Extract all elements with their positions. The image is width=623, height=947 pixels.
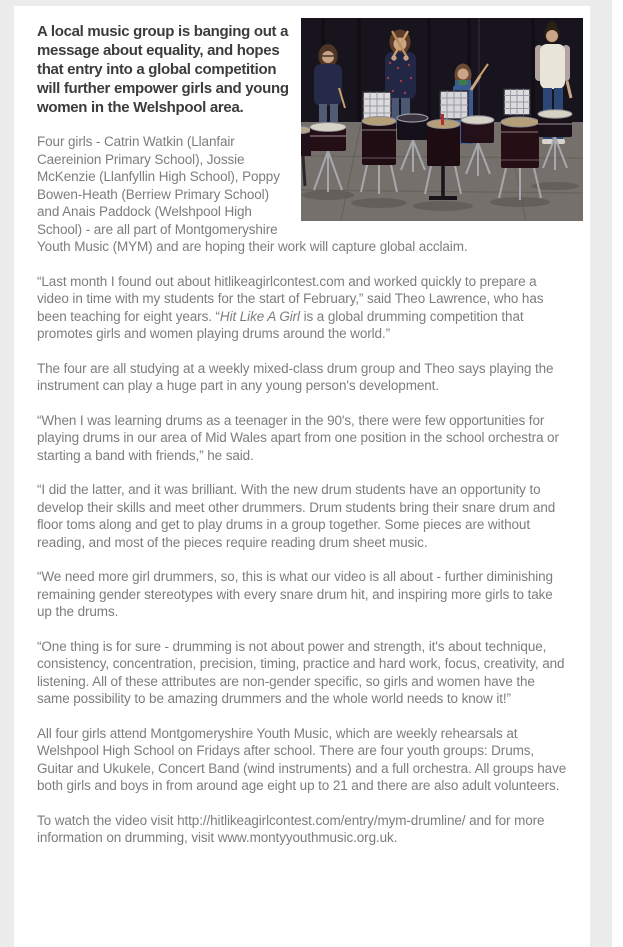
page-edge-strip <box>612 0 623 947</box>
text-segment: “One thing is for sure - drumming is not about power and strength, it's about technique, consistency, concentration, precision, timing, practice and hard work, focus, creativity, and listening. All of these attributes are non-gender specific, so girls and women have the same possibility to be amazing drummers and the whole world needs to know it!” <box>37 638 565 706</box>
article-paragraph <box>37 481 567 551</box>
text-segment: . <box>393 830 398 845</box>
text-segment: and for more information on drumming, visit <box>37 812 545 845</box>
article-paragraph <box>37 273 567 343</box>
text-segment: is a global drumming competition that promotes girls and women playing drums around the world.” <box>37 308 524 341</box>
text-segment: “Last month I found out about hitlikeagirlcontest.com and worked quickly to prepare a video in time with my students for the start of February,” said Theo Lawrence, who has been teaching for eight years. “ <box>37 273 544 324</box>
text-segment: “I did the latter, and it was brilliant. With the new drum students have an opportunity to develop their skills and meet other drummers. Drum students bring their snare drum and floor toms along and get to play drums in a group together. Some pieces are without reading, and most of the pieces require reading drum sheet music. <box>37 482 556 550</box>
article-paragraph <box>37 812 567 847</box>
article-lede: A local music group is banging out a message about equality, and hopes that entry into a global competition will further empower girls and young women in the Welshpool area. <box>37 23 289 116</box>
article-body <box>37 133 567 847</box>
text-segment: Four girls - Catrin Watkin (Llanfair Caereinion Primary School), Jossie McKenzie (Llanfyllin High School), Poppy Bowen-Heath (Berriew Primary School) and Anais Paddock (Welshpool High School) - are all part of Montgomeryshire Youth Music (MYM) and are hoping their work will capture global acclaim. <box>37 134 468 254</box>
text-segment: To watch the video visit <box>37 812 178 828</box>
text-segment: All four girls attend Montgomeryshire Youth Music, which are weekly rehearsals at Welshpool High School on Fridays after school. There are four youth groups: Drums, Guitar and Ukukele, Concert Band (wind instruments) and a full orchestra. All groups have both girls and boys in from around age eight up to 21 and there are also adult volunteers. <box>37 725 567 793</box>
article-paragraph <box>37 412 567 465</box>
drumline-photo-image <box>301 18 583 221</box>
article-paragraph <box>37 568 567 621</box>
inline-link[interactable]: www.montyyouthmusic.org.uk <box>217 830 394 845</box>
article-paragraph <box>37 638 567 708</box>
inline-link[interactable]: http://hitlikeagirlcontest.com/entry/mym-drumline/ <box>177 812 466 828</box>
article-paragraph <box>37 360 567 395</box>
article-content <box>14 6 590 947</box>
text-segment: The four are all studying at a weekly mixed-class drum group and Theo says playing the instrument can play a huge part in any young person's development. <box>37 360 554 393</box>
article-paragraph <box>37 725 567 795</box>
text-segment: “When I was learning drums as a teenager in the 90's, there were few opportunities for playing drums in our area of Mid Wales apart from one position in the school orchestra or starting a band with friends,” he said. <box>37 412 559 463</box>
drumline-photo <box>301 18 583 221</box>
text-segment: Hit Like A Girl <box>219 308 300 324</box>
text-segment: “We need more girl drummers, so, this is what our video is all about - further diminishing remaining gender stereotypes with every snare drum hit, and inspiring more girls to take up the drums. <box>37 569 553 619</box>
